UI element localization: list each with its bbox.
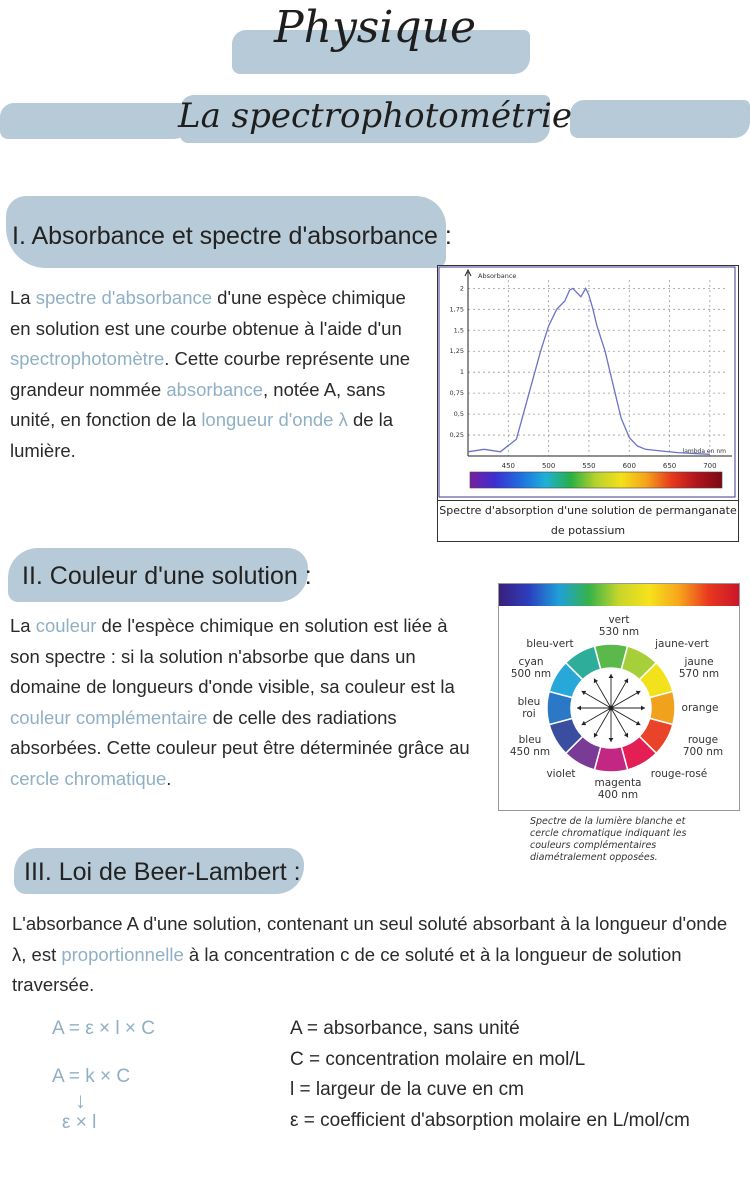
visible-spectrum-bar: [470, 472, 722, 488]
absorbance-figure: [437, 265, 739, 542]
text: de celle des radiations absorbées. Cette couleur peut être déterminée grâce au: [10, 706, 470, 758]
x-tick-label: 700: [703, 462, 717, 470]
absorbance-chart: [438, 266, 738, 498]
wheel-caption: Spectre de la lumière blanche et cercle chromatique indiquant les couleurs complémentaires diamétralement opposées.: [530, 816, 687, 863]
label-orange: orange: [681, 702, 719, 714]
text: La: [10, 615, 36, 636]
y-tick-label: 2: [459, 284, 464, 293]
y-tick-label: 0,75: [449, 389, 464, 398]
white-light-spectrum-bar: [499, 584, 739, 606]
page-title: Physique: [274, 2, 476, 53]
section2-heading: II. Couleur d'une solution :: [22, 562, 312, 590]
label-cyan: cyan 500 nm: [510, 656, 552, 680]
y-tick-label: 0,25: [449, 431, 464, 440]
section1-heading: I. Absorbance et spectre d'absorbance :: [12, 222, 452, 250]
legend-largeur: l = largeur de la cuve en cm: [290, 1079, 524, 1100]
legend-concentration: C = concentration molaire en mol/L: [290, 1048, 586, 1070]
label-jaune: jaune 570 nm: [678, 656, 720, 680]
y-tick-label: 1: [459, 368, 464, 377]
x-axis-label: lambda en nm: [682, 448, 726, 455]
legend-coefficient: ε = coefficient d'absorption molaire en L/mol/cm: [290, 1109, 690, 1131]
term-couleur: couleur: [35, 615, 97, 636]
y-axis-label: Absorbance: [478, 272, 517, 280]
term-spectre: spectre d'absorbance: [35, 287, 213, 308]
text: .: [166, 767, 172, 789]
label-vert: vert 530 nm: [598, 614, 640, 638]
term-spectrophotometre: spectrophotomètre: [10, 348, 165, 369]
text: à la concentration c de ce soluté et à la longueur de solution traversée.: [12, 943, 682, 995]
formula-k-definition: ε × l: [62, 1112, 97, 1133]
text: La: [10, 287, 36, 308]
section2-paragraph: [10, 611, 480, 794]
text: de l'espèce chimique en solution est liée à son spectre : si la solution n'absorbe que dans un domaine de longueurs d'onde visible, sa couleur est la: [10, 615, 455, 697]
y-tick-label: 1,5: [453, 326, 464, 335]
label-bleu-vert: bleu-vert: [526, 638, 574, 650]
chromatic-wheel-figure: [498, 583, 740, 811]
x-tick-label: 650: [662, 462, 677, 470]
label-bleu-roi: bleu roi: [517, 696, 541, 720]
section3-paragraph: [12, 909, 737, 1001]
x-tick-label: 600: [622, 462, 636, 470]
figure-caption: Spectre d'absorption d'une solution de permanganate de potassium: [438, 500, 738, 541]
label-rouge: rouge 700 nm: [682, 734, 724, 758]
formula-proportional: A = k × C: [52, 1066, 131, 1087]
text: de la lumière.: [10, 409, 394, 461]
formula-beer-lambert: A = ε × l × C: [52, 1018, 155, 1039]
label-violet: violet: [546, 768, 576, 780]
section3-heading: III. Loi de Beer-Lambert :: [24, 858, 301, 886]
label-jaune-vert: jaune-vert: [655, 638, 709, 650]
term-couleur-complementaire: couleur complémentaire: [10, 706, 208, 728]
text: L'absorbance A d'une solution, contenant un seul soluté absorbant à la longueur d'onde λ, est: [12, 913, 728, 965]
wheel-center-dot: [609, 706, 614, 711]
text: . Cette courbe représente une grandeur nommée: [10, 348, 411, 400]
arrow-down-icon: ↓: [75, 1088, 86, 1113]
term-absorbance: absorbance: [166, 378, 263, 400]
section1-paragraph: [10, 283, 428, 466]
x-tick-label: 550: [582, 462, 596, 470]
label-rouge-rose: rouge-rosé: [650, 768, 708, 780]
term-longueur-onde: longueur d'onde λ: [201, 409, 348, 430]
y-tick-label: 0,5: [453, 410, 464, 419]
y-tick-label: 1,75: [449, 305, 464, 314]
label-magenta: magenta 400 nm: [594, 777, 642, 801]
y-tick-label: 1,25: [449, 347, 464, 356]
label-bleu: bleu 450 nm: [509, 734, 551, 758]
x-tick-label: 450: [501, 462, 515, 470]
text: , notée A, sans unité, en fonction de la: [10, 378, 386, 430]
x-tick-label: 500: [541, 462, 556, 470]
page-subtitle: La spectrophotométrie: [178, 96, 572, 136]
legend-absorbance: A = absorbance, sans unité: [290, 1018, 520, 1039]
term-proportionnelle: proportionnelle: [61, 943, 184, 965]
term-cercle-chromatique: cercle chromatique: [10, 767, 167, 789]
text: d'une espèce chimique en solution est une courbe obtenue à l'aide d'un: [10, 287, 406, 339]
variable-legend: [290, 1014, 740, 1136]
